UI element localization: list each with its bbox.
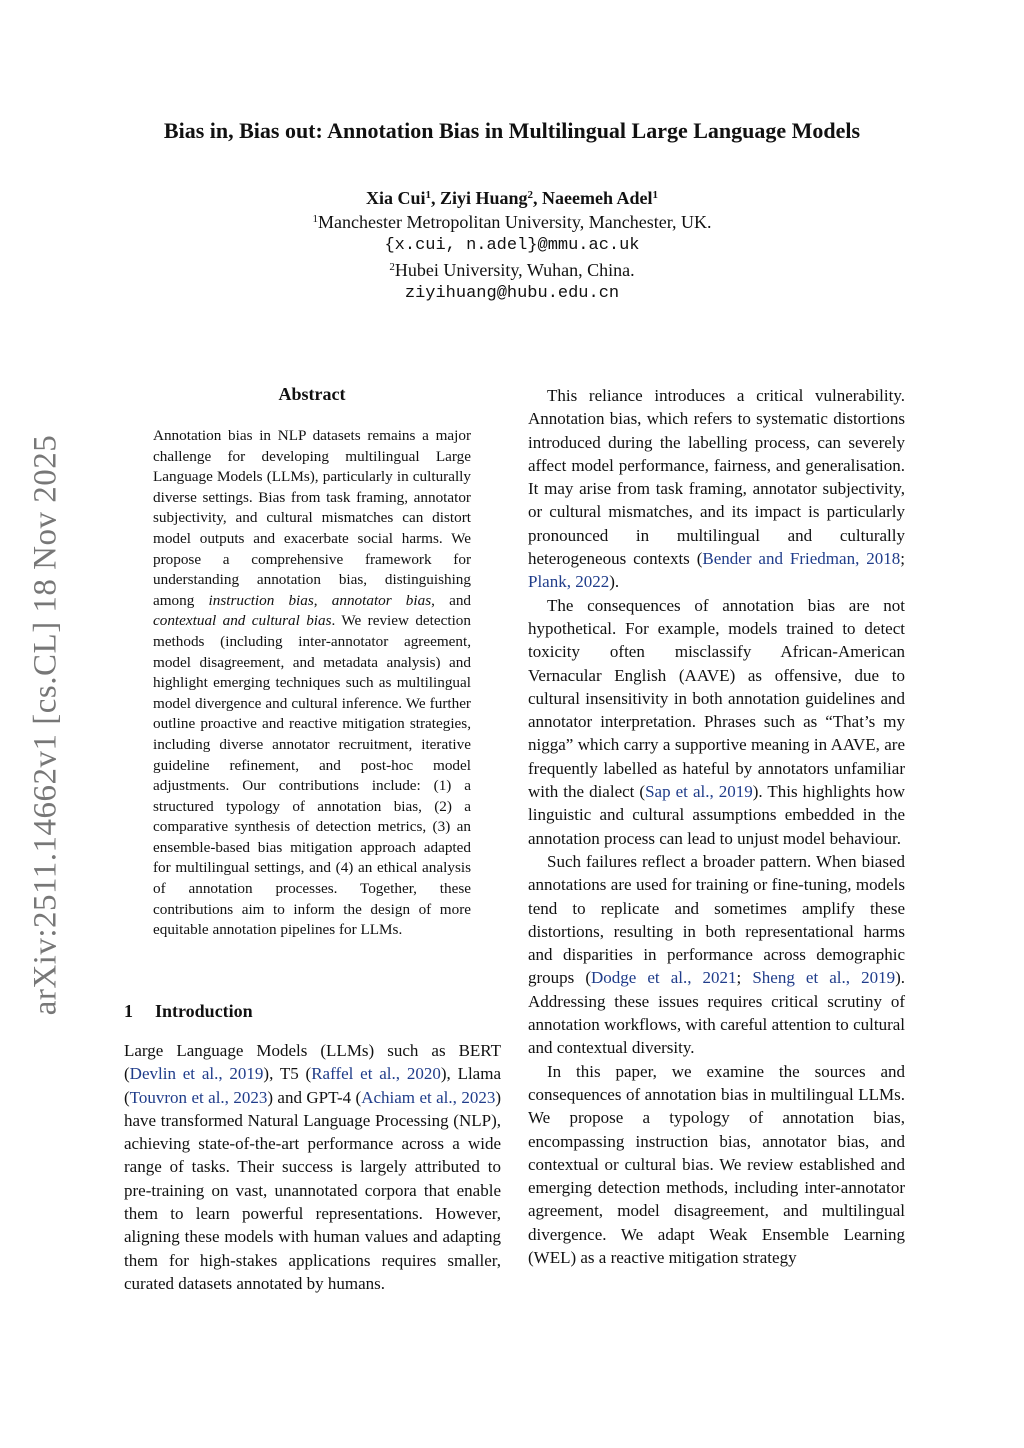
paragraph: Large Language Models (LLMs) such as BERT (Devlin et al., 2019), T5 (Raffel et al., 2020), Llama (Touvron et al., 2023) and GPT-4 (Achiam et al., 2023) have transformed Natural Language Processing (NLP), achieving state-of-the-art performance across a wide range of tasks. Their success is largely attributed to pre-training on vast, unannotated corpora that enable them to learn powerful representations. However, aligning these models with human values and adapting them for high-stakes applications requires smaller, curated datasets annotated by humans. [124,1041,501,1293]
author-name: Xia Cui [365,188,426,208]
citation-link[interactable]: Plank, 2022 [528,572,610,592]
author-name: Naeemeh Adel [542,188,653,208]
arxiv-identifier-text: arXiv:2511.14662v1 [cs.CL] 18 Nov 2025 [27,434,64,1016]
section-title: Introduction [155,1001,253,1021]
author-name: Ziyi Huang [440,188,528,208]
citation-link[interactable]: Achiam et al., 2023 [361,1087,496,1107]
citation-link[interactable]: Sheng et al., 2019 [752,968,896,988]
right-column-body [528,384,905,1269]
paragraph: The consequences of annotation bias are not hypothetical. For example, models trained to detect toxicity often misclassify African-American Vernacular English (AAVE) as offensive, due to cultural insensitivity in both annotation guidelines and annotator interpretation. Phrases such as “That’s my nigga” which carry a supportive meaning in AAVE, are frequently labelled as hateful by annotators unfamiliar with the dialect (Sap et al., 2019). This highlights how linguistic and cultural assumptions embedded in the annotation process can lead to unjust model behaviour. [528,595,905,848]
affiliation-2: $^2$Hubei University, Wuhan, China. [389,260,635,280]
citation-link[interactable]: Bender and Friedman, 2018 [702,549,901,569]
citation-link[interactable]: Devlin et al., 2019 [129,1064,264,1084]
arxiv-identifier [24,420,68,1030]
abstract-heading: Abstract [278,384,346,404]
author-block [0,186,1024,306]
paper-title: Bias in, Bias out: Annotation Bias in Multilingual Large Language Models [163,118,861,143]
abstract-body: Annotation bias in NLP datasets remains a major challenge for developing multilingual Large Language Models (LLMs), particularly in culturally diverse settings. Bias from task framing, annotator subjectivity, and cultural mismatches can distort model outputs and exacerbate social harms. We propose a comprehensive framework for understanding annotation bias, distinguishing among instruction bias, annotator bias, and contextual and cultural bias. We review detection methods (including inter-annotator agreement, model disagreement, and metadata analysis) and highlight emerging techniques such as multilingual model divergence and cultural inference. We further outline proactive and reactive mitigation strategies, including diverse annotator recruitment, iterative guideline refinement, and post-hoc model adjustments. Our contributions include: (1) a structured typology of annotation bias, (2) a comparative synthesis of detection metrics, (3) an ensemble-based bias mitigation approach adapted for multilingual settings, and (4) an ethical analysis of annotation processes. Together, these contributions aim to inform the design of more equitable annotation pipelines for LLMs. [153,427,472,939]
paragraph: Such failures reflect a broader pattern. When biased annotations are used for training or fine-tuning, models tend to replicate and sometimes amplify these distortions, resulting in both representational harms and disparities in performance across demographic groups (Dodge et al., 2021; Sheng et al., 2019). Addressing these issues requires critical scrutiny of annotation workflows, with careful attention to cultural and contextual diversity. [528,851,905,1058]
section-heading-introduction [124,1001,253,1022]
author-affiliation-mark: 1 [652,189,659,201]
author-affiliation-mark: 1 [425,189,431,201]
section-number: 1 [124,1001,133,1021]
citation-link[interactable]: Raffel et al., 2020 [311,1064,441,1084]
paragraph: In this paper, we examine the sources and consequences of annotation bias in multilingual LLMs. We propose a typology of annotation bias, encompassing instruction bias, annotator bias, and contextual or cultural bias. We review established and emerging detection methods, including inter-annotator agreement, model disagreement, and multilingual divergence. We adapt Weak Ensemble Learning (WEL) as a reactive mitigation strategy [528,1061,905,1267]
email-2: ziyihuang@hubu.edu.cn [404,284,620,303]
citation-link[interactable]: Dodge et al., 2021 [591,968,737,988]
author-names: Xia Cui$^1$, Ziyi Huang$^2$, Naeemeh Adel$^1$ [365,188,659,208]
citation-link[interactable]: Sap et al., 2019 [645,782,753,802]
citation-link[interactable]: Touvron et al., 2023 [129,1087,268,1107]
author-affiliation-mark: 2 [527,189,534,201]
left-column-body [124,1039,501,1295]
affiliation-1: $^1$Manchester Metropolitan University, Manchester, UK. [312,212,712,232]
email-1: {x.cui, n.adel}@mmu.ac.uk [384,236,640,255]
paragraph: This reliance introduces a critical vulnerability. Annotation bias, which refers to systematic distortions introduced during the labelling process, can severely affect model performance, fairness, and generalisation. It may arise from task framing, annotator subjectivity, or cultural mismatches, and its impact is particularly pronounced in multilingual and culturally heterogeneous contexts (Bender and Friedman, 2018; Plank, 2022). [528,386,905,592]
